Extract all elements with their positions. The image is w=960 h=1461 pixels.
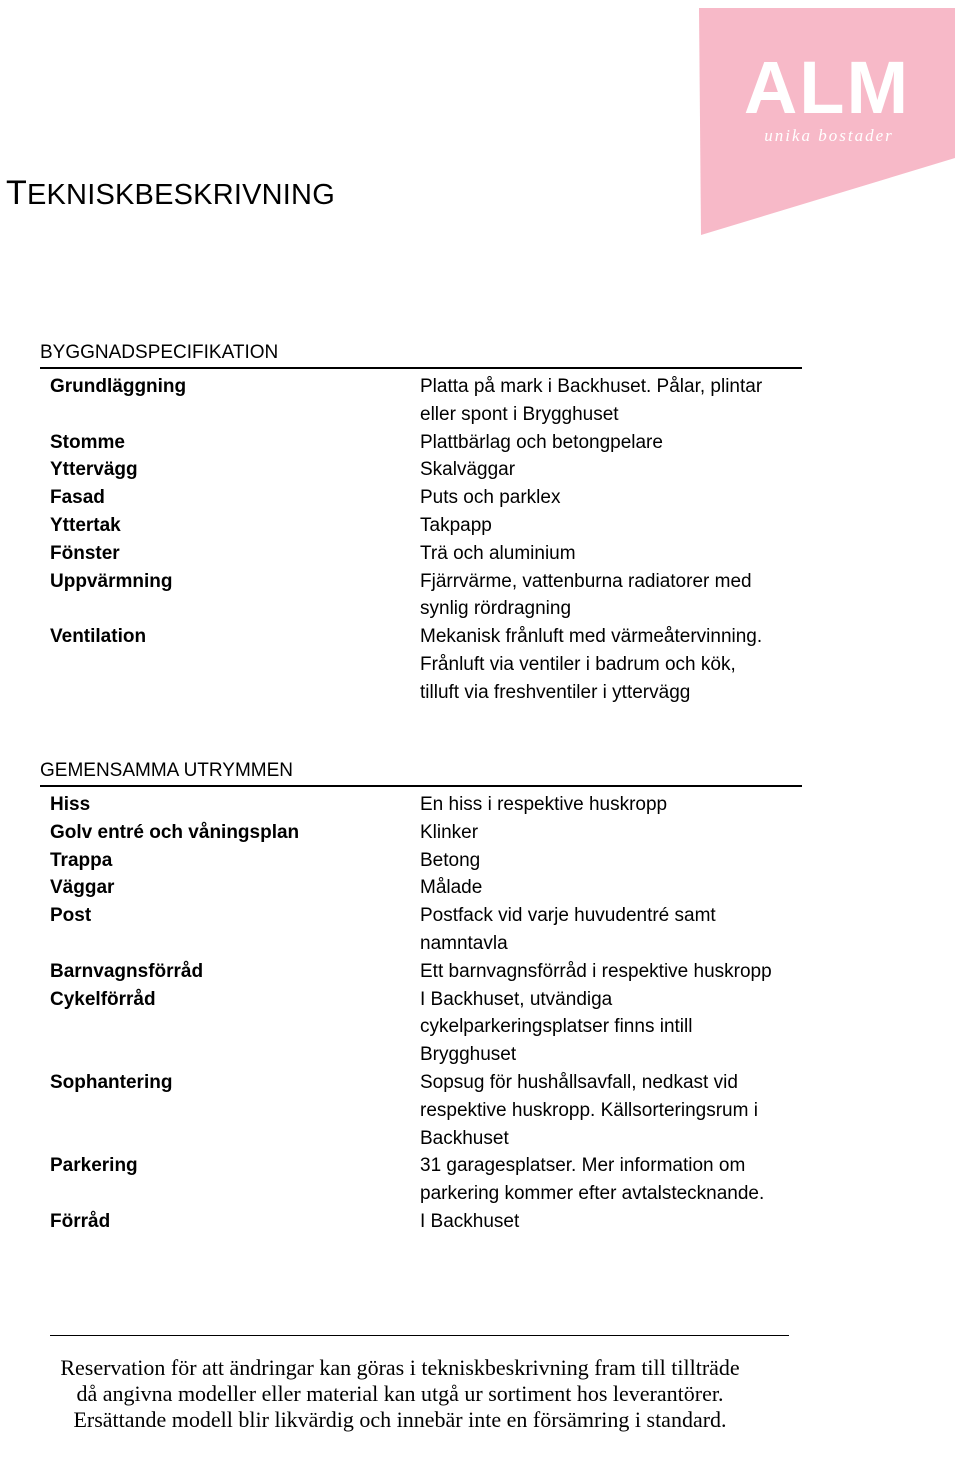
logo-tagline: unika bostader (764, 126, 894, 145)
spec-row (40, 1069, 802, 1152)
spec-value: Plattbärlag och betongpelare (420, 431, 663, 453)
spec-value: Klinker (420, 821, 479, 843)
spec-value: Ett barnvagnsförråd i respektive huskropp (420, 960, 772, 982)
spec-value: En hiss i respektive huskropp (420, 794, 668, 815)
building-spec-section (40, 341, 802, 707)
spec-label: Ventilation (50, 626, 147, 648)
spec-label: Uppvärmning (50, 570, 173, 592)
logo-wordmark: ALM (743, 46, 911, 129)
spec-row (40, 1208, 802, 1236)
spec-value: Målade (420, 877, 483, 899)
spec-row (40, 874, 802, 902)
spec-value: I Backhuset, utvändiga cykelparkeringsplatser finns intill Brygghuset (420, 988, 693, 1066)
spec-value: Sopsug för hushållsavfall, nedkast vid respektive huskropp. Källsorteringsrum i Backhuset (420, 1071, 758, 1149)
spec-label: Trappa (50, 849, 113, 871)
spec-label: Väggar (50, 877, 115, 899)
spec-value: 31 garagesplatser. Mer information om parkering kommer efter avtalstecknande. (420, 1155, 765, 1205)
spec-row (40, 512, 802, 540)
spec-row (40, 986, 802, 1069)
spec-label: Sophantering (50, 1071, 173, 1093)
page-title-initial: T (6, 174, 27, 212)
spec-label: Golv entré och våningsplan (50, 821, 300, 843)
spec-row (40, 456, 802, 484)
spec-value: Skalväggar (420, 459, 516, 481)
common-areas-section (40, 759, 802, 1236)
footer-divider (50, 1335, 789, 1336)
spec-label: Parkering (50, 1155, 138, 1177)
spec-label: Post (50, 905, 92, 927)
section-heading: GEMENSAMMA UTRYMMEN (40, 759, 802, 787)
spec-label: Stomme (50, 431, 125, 453)
page-title (6, 176, 335, 210)
spec-row (40, 958, 802, 986)
page-title-rest: EKNISKBESKRIVNING (26, 179, 335, 211)
spec-row (40, 791, 802, 819)
spec-row (40, 847, 802, 875)
spec-row (40, 373, 802, 429)
spec-value: Puts och parklex (420, 487, 561, 509)
spec-row (40, 568, 802, 624)
spec-label: Barnvagnsförråd (50, 960, 204, 982)
spec-value: Betong (420, 849, 481, 871)
spec-label: Hiss (50, 794, 91, 815)
spec-value: Postfack vid varje huvudentré samt namntavla (420, 905, 716, 954)
spec-label: Grundläggning (50, 376, 187, 397)
spec-row (40, 902, 802, 958)
spec-value: Trä och aluminium (420, 542, 576, 564)
spec-value: Mekanisk frånluft med värmeåtervinning. Frånluft via ventiler i badrum och kök, tilluft via freshventiler i yttervägg (420, 626, 763, 703)
spec-table (40, 373, 802, 707)
spec-row (40, 623, 802, 706)
spec-value: Takpapp (420, 514, 492, 536)
spec-label: Yttertak (50, 514, 121, 536)
spec-label: Fönster (50, 542, 120, 564)
spec-value: Fjärrvärme, vattenburna radiatorer med synlig rördragning (420, 570, 752, 620)
spec-label: Fasad (50, 487, 105, 509)
section-heading: BYGGNADSPECIFIKATION (40, 341, 802, 369)
spec-value: Platta på mark i Backhuset. Pålar, plintar eller spont i Brygghuset (420, 376, 763, 425)
spec-row (40, 540, 802, 568)
alm-logo (699, 8, 955, 238)
spec-label: Förråd (50, 1210, 111, 1232)
spec-label: Yttervägg (50, 459, 138, 481)
spec-label: Cykelförråd (50, 988, 156, 1010)
footer-disclaimer: Reservation för att ändringar kan göras i tekniskbeskrivning fram till tillträde då angivna modeller eller material kan utgå ur sortiment hos leverantörer. Ersättande modell blir likvärdig och innebär inte en försämring i standard. (60, 1355, 740, 1432)
spec-row (40, 1152, 802, 1208)
spec-value: I Backhuset (420, 1210, 520, 1232)
spec-row (40, 819, 802, 847)
spec-table (40, 791, 802, 1236)
spec-row (40, 429, 802, 457)
spec-row (40, 484, 802, 512)
